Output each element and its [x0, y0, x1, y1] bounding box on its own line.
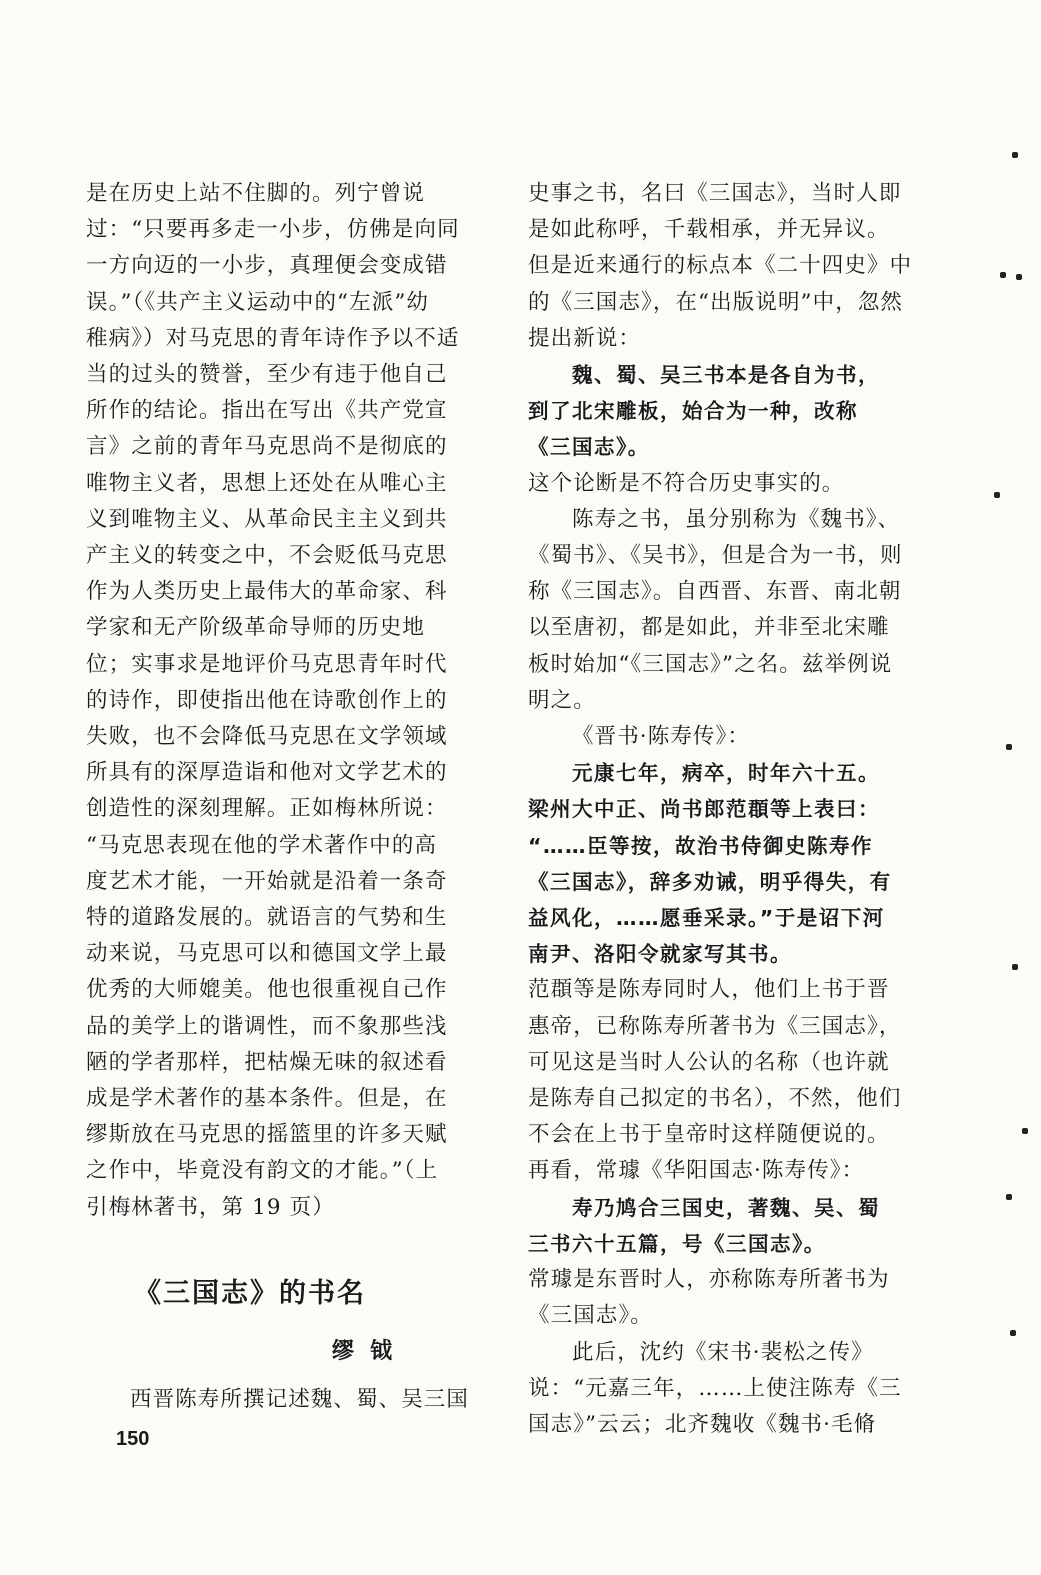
right-text-line: 魏、蜀、吴三书本是各自为书，	[572, 363, 880, 388]
left-text-line: 学家和无产阶级革命导师的历史地	[86, 615, 426, 641]
right-text-line: 说：“元嘉三年，……上使注陈寿《三	[528, 1375, 902, 1401]
left-text-line: 失败，也不会降低马克思在文学领域	[86, 724, 448, 750]
scan-mark	[1010, 1330, 1016, 1336]
right-column	[528, 176, 912, 1443]
left-text-line: 所具有的深厚造诣和他对文学艺术的	[86, 760, 448, 786]
right-text-line: 《晋书·陈寿传》：	[572, 724, 750, 750]
right-text-line: 称《三国志》。自西晋、东晋、南北朝	[528, 579, 902, 605]
right-text-line: 这个论断是不符合历史事实的。	[528, 470, 845, 496]
right-text-line: 梁州大中正、尚书郎范頵等上表曰：	[528, 797, 880, 822]
article-author: 缪钺	[332, 1338, 409, 1364]
right-text-line: 此后，沈约《宋书·裴松之传》	[572, 1339, 874, 1365]
right-text-line: 提出新说：	[528, 325, 642, 351]
scan-mark	[1012, 152, 1018, 158]
right-text-line: 国志》”云云；北齐魏收《魏书·毛脩	[528, 1411, 877, 1437]
right-body-text	[528, 176, 912, 1443]
scan-mark	[1006, 744, 1012, 750]
article-first-line: 西晋陈寿所撰记述魏、蜀、吴三国	[130, 1386, 470, 1412]
left-text-line: 优秀的大师媲美。他也很重视自己作	[86, 977, 448, 1003]
right-text-line: “……臣等按，故治书侍御史陈寿作	[528, 833, 873, 858]
left-text-line: 之作中，毕竟没有韵文的才能。”（上	[86, 1158, 439, 1184]
right-text-line: 《三国志》。	[528, 1303, 653, 1329]
scan-mark	[1000, 272, 1006, 278]
left-text-line: 误。”（《共产主义运动中的“左派”幼	[86, 289, 430, 315]
left-text-line: 品的美学上的谐调性，而不象那些浅	[86, 1013, 448, 1039]
left-text-line: 唯物主义者，思想上还处在从唯心主	[86, 470, 448, 496]
article-title: 《三国志》的书名	[134, 1277, 366, 1309]
left-text-line: 是在历史上站不住脚的。列宁曾说	[86, 181, 426, 206]
right-text-line: 板时始加“《三国志》”之名。兹举例说	[528, 651, 893, 677]
right-text-line: 《三国志》。	[528, 435, 650, 460]
left-text-line: 言》之前的青年马克思尚不是彻底的	[86, 434, 448, 460]
right-text-line: 南尹、洛阳令就家写其书。	[528, 942, 792, 967]
right-text-line: 惠帝，已称陈寿所著书为《三国志》，	[528, 1013, 902, 1039]
left-text-line: 作为人类历史上最伟大的革命家、科	[86, 579, 448, 605]
left-text-line: 所作的结论。指出在写出《共产党宣	[86, 398, 448, 424]
right-text-line: 《蜀书》、《吴书》，但是合为一书，则	[528, 543, 903, 569]
right-text-line: 元康七年，病卒，时年六十五。	[572, 761, 880, 786]
scan-mark	[1006, 1194, 1012, 1200]
left-text-line: 缪斯放在马克思的摇篮里的许多天赋	[86, 1122, 448, 1148]
left-text-line: 陋的学者那样，把枯燥无味的叙述看	[86, 1049, 448, 1075]
right-text-line: 以至唐初，都是如此，并非至北宋雕	[528, 615, 890, 641]
right-text-line: 范頵等是陈寿同时人，他们上书于晋	[528, 977, 890, 1003]
right-text-line: 明之。	[528, 687, 596, 713]
left-text-line: 创造性的深刻理解。正如梅林所说：	[86, 796, 448, 822]
scan-mark	[1012, 964, 1018, 970]
right-text-line: 是如此称呼，千载相承，并无异议。	[528, 217, 890, 243]
left-text-line: 产主义的转变之中，不会贬低马克思	[86, 543, 448, 569]
right-text-line: 史事之书，名曰《三国志》，当时人即	[528, 181, 902, 206]
right-text-line: 是陈寿自己拟定的书名），不然，他们	[528, 1086, 902, 1112]
left-text-line: 位；实事求是地评价马克思青年时代	[86, 651, 448, 677]
scan-mark	[1016, 274, 1022, 280]
page-number: 150	[116, 1428, 150, 1450]
scan-mark	[994, 492, 1000, 498]
right-text-line: 不会在上书于皇帝时这样随便说的。	[528, 1122, 890, 1148]
left-text-line: “马克思表现在他的学术著作中的高	[86, 832, 438, 858]
scan-mark	[1022, 1128, 1028, 1134]
left-body-text	[86, 176, 470, 1226]
left-text-line: 义到唯物主义、从革命民主主义到共	[86, 506, 448, 532]
right-text-line: 陈寿之书，虽分别称为《魏书》、	[572, 506, 901, 532]
left-text-line: 引梅林著书，第 19 页）	[86, 1194, 335, 1220]
right-text-line: 到了北宋雕板，始合为一种，改称	[528, 399, 858, 424]
right-text-line: 三书六十五篇，号《三国志》。	[528, 1231, 826, 1256]
right-text-line: 可见这是当时人公认的名称（也许就	[528, 1049, 890, 1075]
left-text-line: 一方向迈的一小步，真理便会变成错	[86, 253, 448, 279]
left-text-line: 度艺术才能，一开始就是沿着一条奇	[86, 868, 448, 894]
left-text-line: 特的道路发展的。就语言的气势和生	[86, 905, 448, 931]
right-text-line: 益风化，……愿垂采录。”于是诏下河	[528, 906, 885, 931]
right-text-line: 的《三国志》，在“出版说明”中，忽然	[528, 289, 904, 315]
right-text-line: 常璩是东晋时人，亦称陈寿所著书为	[528, 1267, 890, 1293]
left-text-line: 动来说，马克思可以和德国文学上最	[86, 941, 448, 967]
left-column	[86, 176, 470, 1418]
left-text-line: 稚病》）对马克思的青年诗作予以不适	[86, 325, 460, 351]
right-text-line: 寿乃鸠合三国史，著魏、吴、蜀	[572, 1195, 880, 1220]
left-text-line: 的诗作，即使指出他在诗歌创作上的	[86, 687, 448, 713]
left-text-line: 当的过头的赞誉，至少有违于他自己	[86, 362, 448, 388]
left-text-line: 过：“只要再多走一小步，仿佛是向同	[86, 217, 460, 243]
right-text-line: 《三国志》，辞多劝诫，明乎得失，有	[528, 869, 892, 894]
right-text-line: 但是近来通行的标点本《二十四史》中	[528, 253, 913, 279]
left-text-line: 成是学术著作的基本条件。但是，在	[86, 1086, 448, 1112]
right-text-line: 再看，常璩《华阳国志·陈寿传》：	[528, 1158, 865, 1184]
